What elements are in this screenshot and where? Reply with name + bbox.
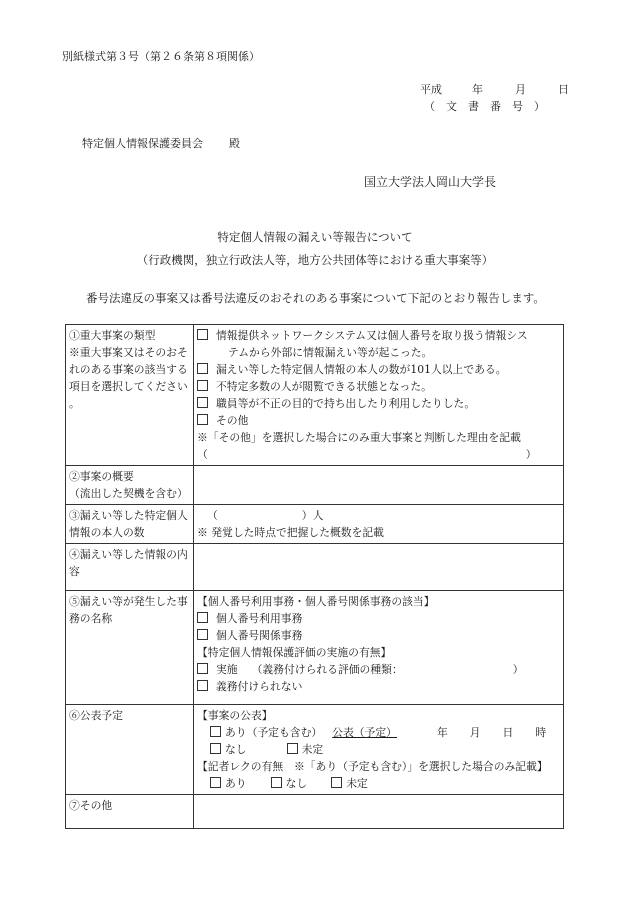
checkbox[interactable] [197,629,208,640]
label-info-content: ④漏えい等した情報の内 容 [66,544,194,591]
row-other [66,795,564,829]
option-over-101[interactable]: 漏えい等した特定個人情報の本人の数が101人以上である。 [197,361,560,378]
info-content-field[interactable] [194,544,564,591]
checkbox[interactable] [197,397,208,408]
option-misuse[interactable]: 職員等が不正の目的で持ち出したり利用したりした。 [197,395,560,412]
row-incident-type [66,325,564,466]
checkbox[interactable] [197,363,208,374]
label-summary: ②事案の概要 （流出した契機を含む） [66,466,194,505]
sender: 国立大学法人岡山大学長 [364,175,497,189]
press-heading: 【記者レクの有無 ※「あり（予定も含む）」を選択した場合のみ記載】 [197,760,548,773]
document-number: （ 文 書 番 号 ） [424,100,545,113]
date-year: 年 [472,83,483,96]
person-count-field[interactable]: （ ）人 [207,509,324,522]
addressee [82,137,240,150]
assessment-heading: 【特定個人情報保護評価の実施の有無】 [197,646,392,659]
addressee-honorific: 殿 [229,137,240,150]
option-public-view[interactable]: 不特定多数の人が閲覧できる状態となった。 [197,378,560,395]
business-heading: 【個人番号利用事務・個人番号関係事務の該当】 [197,595,435,608]
other-field[interactable] [194,795,564,829]
business-name-cell [194,591,564,705]
other-note: ※「その他」を選択した場合にのみ重大事案と判断した理由を記載 [197,431,521,444]
checkbox[interactable] [197,414,208,425]
incident-type-options: 情報提供ネットワークシステム又は個人番号を取り扱う情報シス テムから外部に情報漏えい等が起こった。 漏えい等した特定個人情報の本人の数が101人以上である。 不特定多数の人が閲覧できる状態となった。 職員等が不正の目的で持ち出したり利用したりした。 その他 ※「その他」を選択した場合にのみ重大事案と判断した理由を記載 （ ） [194,325,564,466]
label-other: ⑦その他 [66,795,194,829]
publication-heading: 【事案の公表】 [197,709,273,722]
other-reason-field[interactable]: （ ） [197,448,537,461]
press-options: あり なし 未定 [197,775,560,792]
document-title: 特定個人情報の漏えい等報告について [217,230,413,244]
public-date-label: 公表（予定） [332,726,397,739]
checkbox[interactable] [331,777,342,788]
option-not-required[interactable]: 義務付けられない [197,678,560,695]
date-month: 月 [515,83,526,96]
row-info-content [66,544,564,591]
checkbox[interactable] [210,777,221,788]
option-implemented[interactable]: 実施 （義務付けられる評価の種類： ） [197,661,560,678]
label-person-count: ③漏えい等した特定個人 情報の本人の数 [66,505,194,544]
row-person-count [66,505,564,544]
checkbox[interactable] [210,743,221,754]
label-publication: ⑥公表予定 [66,705,194,795]
checkbox[interactable] [197,329,208,340]
option-number-related[interactable]: 個人番号関係事務 [197,627,560,644]
publication-options-2: なし 未定 [197,741,560,758]
checkbox[interactable] [210,726,221,737]
summary-field[interactable] [194,466,564,505]
checkbox[interactable] [197,380,208,391]
date-era: 平成 [420,83,442,96]
option-other[interactable]: その他 [197,412,560,429]
label-business-name: ⑤漏えい等が発生した事 務の名称 [66,591,194,705]
intro-text: 番号法違反の事案又は番号法違反のおそれのある事案について下記のとおり報告します。 [86,291,545,305]
row-publication [66,705,564,795]
addressee-name: 特定個人情報保護委員会 [82,137,203,150]
checkbox[interactable] [271,777,282,788]
publication-options: あり（予定も含む） 公表（予定） 年 月 日 時 [197,724,560,741]
form-number: 別紙様式第３号（第２６条第８項関係） [62,50,260,63]
checkbox[interactable] [287,743,298,754]
date-line [420,83,569,96]
checkbox[interactable] [197,680,208,691]
publication-cell [194,705,564,795]
option-number-use[interactable]: 個人番号利用事務 [197,610,560,627]
row-summary [66,466,564,505]
document-subtitle: （行政機関，独立行政法人等，地方公共団体等における重大事案等） [136,253,494,267]
person-count-cell [194,505,564,544]
report-table [65,324,564,829]
label-incident-type: ①重大事案の類型 ※重大事案又はそのおそ れのある事案の該当する 項目を選択してください 。 [66,325,194,466]
checkbox[interactable] [197,663,208,674]
option-network-leak[interactable]: 情報提供ネットワークシステム又は個人番号を取り扱う情報シス [197,327,560,344]
person-count-note: ※ 発覚した時点で把握した概数を記載 [197,526,384,539]
row-business-name [66,591,564,705]
checkbox[interactable] [197,612,208,623]
date-day: 日 [558,83,569,96]
